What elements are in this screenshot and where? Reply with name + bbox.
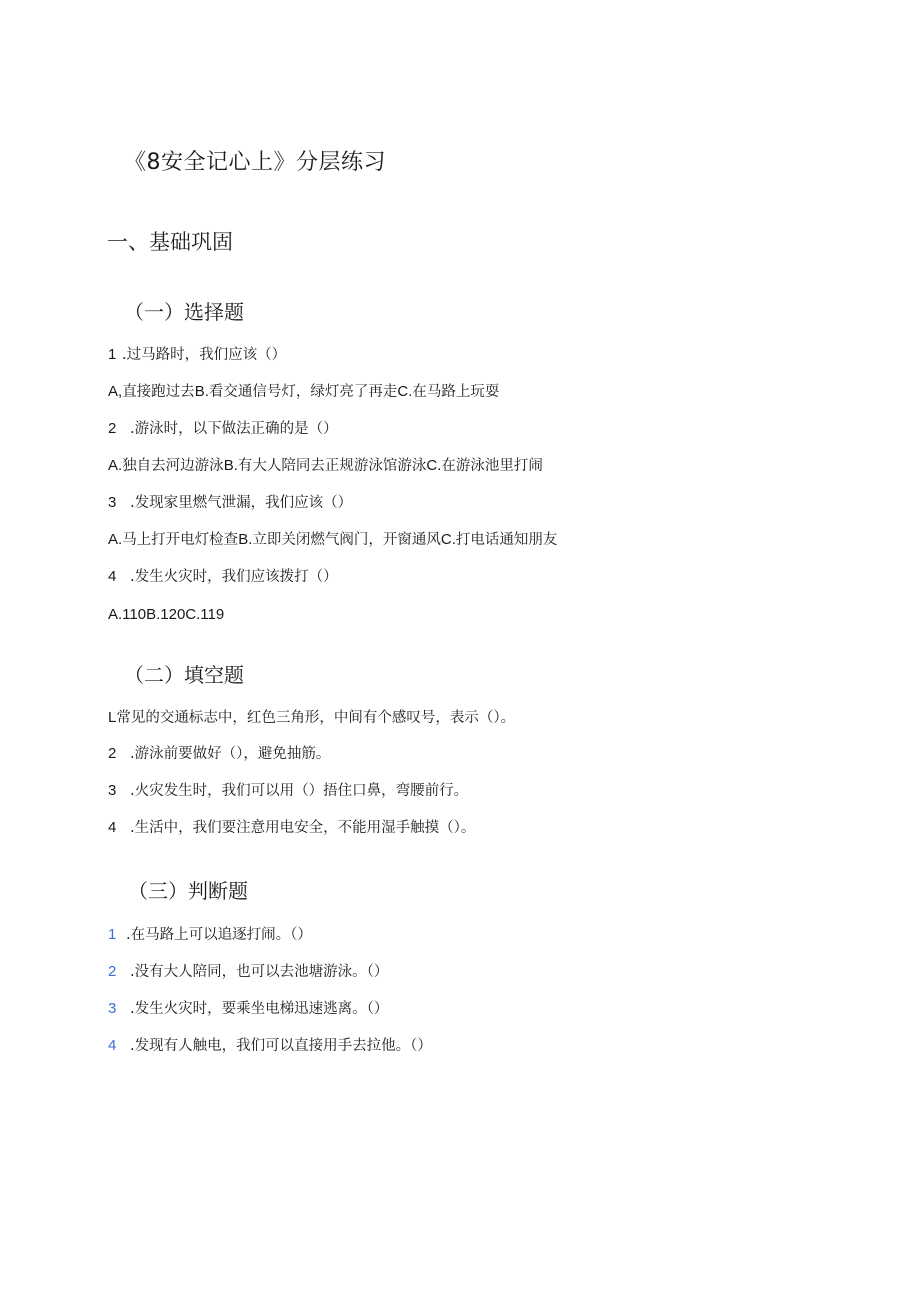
choice-options-2 bbox=[108, 458, 543, 474]
question-text: .没有大人陪同，也可以去池塘游泳。（） bbox=[130, 964, 389, 980]
question-number: 4 bbox=[108, 1037, 117, 1054]
option-b-text: 有大人陪同去正规游泳馆游泳 bbox=[237, 458, 427, 474]
option-a-text: 直接跑过去 bbox=[122, 384, 195, 400]
question-text: .发生火灾时，要乘坐电梯迅速逃离。（） bbox=[130, 1001, 389, 1017]
choice-question-2 bbox=[108, 421, 338, 437]
question-number: 1 bbox=[108, 926, 117, 943]
judge-question-2 bbox=[108, 964, 388, 980]
page-title: 《8安全记心上》分层练习 bbox=[124, 150, 386, 175]
judge-question-4 bbox=[108, 1038, 432, 1054]
judge-question-1 bbox=[108, 927, 312, 943]
question-text: .在马路上可以追逐打闹。（） bbox=[126, 927, 312, 943]
fill-question-3 bbox=[108, 783, 468, 799]
question-number: 4 bbox=[108, 568, 117, 585]
question-text: .发现有人触电，我们可以直接用手去拉他。（） bbox=[130, 1038, 432, 1054]
question-text: .游泳时，以下做法正确的是（） bbox=[130, 421, 338, 437]
question-number: 3 bbox=[108, 494, 117, 511]
option-c-letter: C. bbox=[426, 457, 442, 474]
choice-options-3 bbox=[108, 532, 557, 548]
question-number: 2 bbox=[108, 420, 117, 437]
option-b-letter: B. bbox=[223, 457, 238, 474]
question-number: 4 bbox=[108, 819, 117, 836]
option-c-letter: C. bbox=[440, 531, 456, 548]
section-heading-basic: 一、基础巩固 bbox=[107, 230, 233, 254]
question-number: 3 bbox=[108, 1000, 117, 1017]
question-number: 3 bbox=[108, 782, 117, 799]
question-text: .过马路时，我们应该（） bbox=[122, 347, 287, 363]
option-c-text: 在马路上玩耍 bbox=[412, 384, 500, 400]
option-b-letter: B. bbox=[238, 531, 253, 548]
choice-question-3 bbox=[108, 495, 352, 511]
option-a-letter: A. bbox=[108, 457, 123, 474]
question-text: .生活中，我们要注意用电安全，不能用湿手触摸（）。 bbox=[130, 820, 476, 836]
option-b-letter: B. bbox=[194, 383, 209, 400]
option-c-letter: C. bbox=[397, 383, 413, 400]
question-text: .发生火灾时，我们应该拨打（） bbox=[130, 569, 338, 585]
question-number: 2 bbox=[108, 745, 117, 762]
judge-question-3 bbox=[108, 1001, 388, 1017]
choice-options-1 bbox=[108, 384, 499, 400]
choice-question-1 bbox=[108, 347, 286, 363]
option-c-text: 打电话通知朋友 bbox=[455, 532, 558, 548]
question-text: .发现家里燃气泄漏，我们应该（） bbox=[130, 495, 353, 511]
fill-question-2 bbox=[108, 746, 330, 762]
question-text: .游泳前要做好（），避免抽筋。 bbox=[130, 746, 331, 762]
fill-question-1 bbox=[108, 710, 515, 726]
option-a-text: 独自去河边游泳 bbox=[122, 458, 224, 474]
question-number: L bbox=[108, 709, 117, 726]
option-b-text: 看交通信号灯，绿灯亮了再走 bbox=[208, 384, 398, 400]
question-text: .火灾发生时，我们可以用（）捂住口鼻，弯腰前行。 bbox=[130, 783, 469, 799]
option-b-text: 立即关闭燃气阀门，开窗通风 bbox=[252, 532, 441, 548]
question-number: 1 bbox=[108, 346, 117, 363]
option-a-letter: A. bbox=[108, 531, 123, 548]
subsection-heading-judge: （三）判断题 bbox=[128, 879, 248, 903]
option-a-letter: A, bbox=[108, 383, 123, 400]
subsection-heading-choice: （一）选择题 bbox=[124, 300, 244, 324]
question-number: 2 bbox=[108, 963, 117, 980]
option-c-text: 在游泳池里打闹 bbox=[441, 458, 543, 474]
option-a-text: 马上打开电灯检查 bbox=[122, 532, 239, 548]
fill-question-4 bbox=[108, 820, 475, 836]
question-text: 常见的交通标志中，红色三角形，中间有个感叹号，表示（）。 bbox=[116, 710, 516, 726]
choice-question-4 bbox=[108, 569, 338, 585]
choice-options-4: A.110B.120C.119 bbox=[108, 606, 225, 623]
subsection-heading-fill: （二）填空题 bbox=[124, 663, 244, 687]
